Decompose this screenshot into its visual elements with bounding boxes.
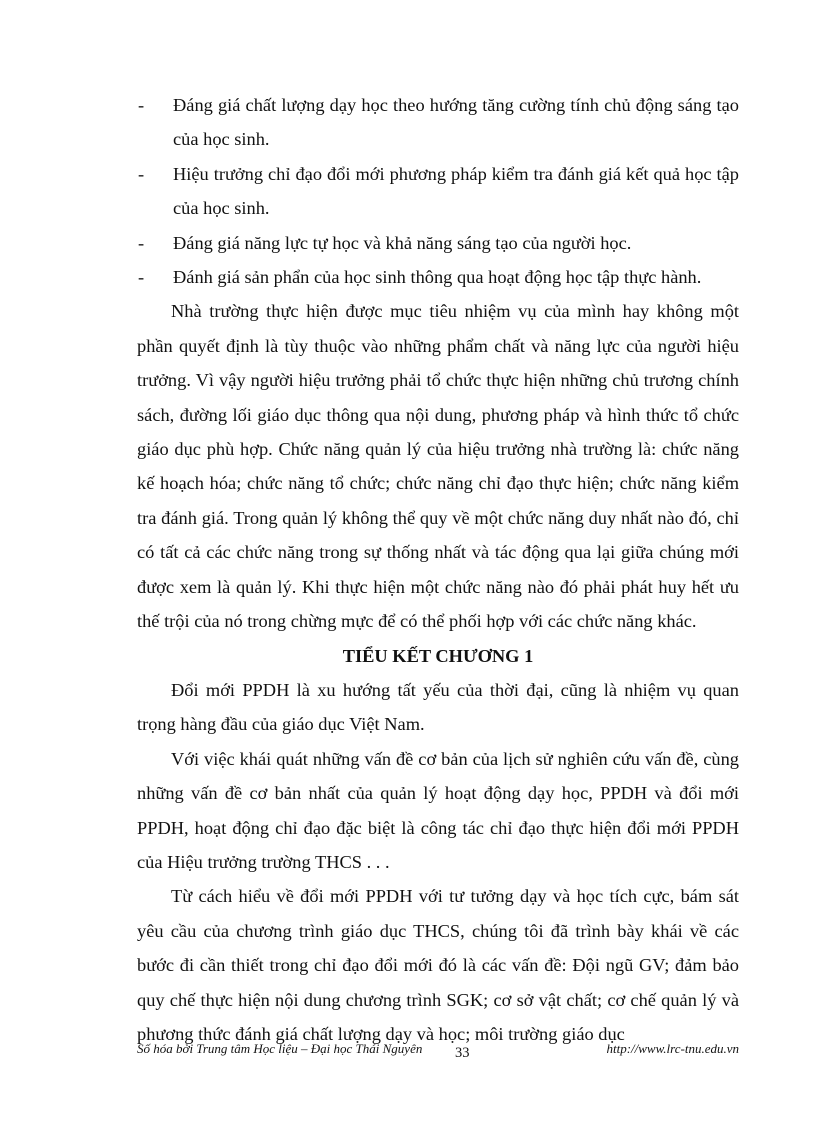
bullet-item — [137, 157, 739, 226]
page-footer — [137, 1041, 739, 1063]
bullet-dash: - — [138, 267, 145, 288]
page-number: 33 — [455, 1045, 470, 1061]
bullet-item — [137, 260, 739, 294]
bullet-item — [137, 88, 739, 157]
body-paragraph: Đổi mới PPDH là xu hướng tất yếu của thời đại, cũng là nhiệm vụ quan trọng hàng đầu của giáo dục Việt Nam. — [137, 679, 739, 735]
bullet-text: Hiệu trưởng chỉ đạo đổi mới phương pháp kiểm tra đánh giá kết quả học tập của học sinh. — [173, 163, 739, 219]
footer-source: Số hóa bởi Trung tâm Học liệu – Đại học Thái Nguyên — [137, 1041, 423, 1056]
body-paragraph: Từ cách hiểu về đổi mới PPDH với tư tưởng dạy và học tích cực, bám sát yêu cầu của chương trình giáo dục THCS, chúng tôi đã trình bày khái về các bước đi cần thiết trong chỉ đạo đổi mới đó là các vấn đề: Đội ngũ GV; đảm bảo quy chế thực hiện nội dung chương trình SGK; cơ sở vật chất; cơ chế quản lý và phương thức đánh giá chất lượng dạy và học; môi trường giáo dục — [137, 886, 739, 1044]
bullet-text: Đánh giá sản phẩn của học sinh thông qua hoạt động học tập thực hành. — [173, 267, 702, 288]
bullet-dash: - — [138, 163, 145, 184]
bullet-text: Đáng giá chất lượng dạy học theo hướng tăng cường tính chủ động sáng tạo của học sinh. — [173, 95, 739, 150]
bullet-dash: - — [138, 95, 145, 115]
bullet-item — [137, 226, 739, 260]
bullet-dash: - — [138, 232, 145, 253]
page-body — [137, 88, 739, 1051]
body-paragraph: Nhà trường thực hiện được mục tiêu nhiệm vụ của mình hay không một phần quyết định là tùy thuộc vào những phẩm chất và năng lực của người hiệu trưởng. Vì vậy người hiệu trưởng phải tổ chức thực hiện những chủ trương chính sách, đường lối giáo dục thông qua nội dung, phương pháp và hình thức tổ chức giáo dục phù hợp. Chức năng quản lý của hiệu trưởng nhà trường là: chức năng kế hoạch hóa; chức năng tổ chức; chức năng chỉ đạo thực hiện; chức năng kiểm tra đánh giá. Trong quản lý không thể quy về một chức năng duy nhất nào đó, chỉ có tất cả các chức năng trong sự thống nhất và tác động qua lại giữa chúng mới được xem là quản lý. Khi thực hiện một chức năng nào đó phải phát huy hết ưu thế trội của nó trong chừng mực để có thể phối hợp với các chức năng khác. — [137, 301, 739, 632]
body-paragraph: Với việc khái quát những vấn đề cơ bản của lịch sử nghiên cứu vấn đề, cùng những vấn đề cơ bản nhất của quản lý hoạt động dạy học, PPDH và đổi mới PPDH, hoạt động chỉ đạo đặc biệt là công tác chỉ đạo thực hiện đổi mới PPDH của Hiệu trưởng trường THCS . . . — [137, 748, 739, 872]
footer-url: http://www.lrc-tnu.edu.vn — [606, 1041, 739, 1056]
section-title: TIỂU KẾT CHƯƠNG 1 — [342, 645, 534, 666]
bullet-text: Đáng giá năng lực tự học và khả năng sáng tạo của người học. — [173, 232, 632, 253]
